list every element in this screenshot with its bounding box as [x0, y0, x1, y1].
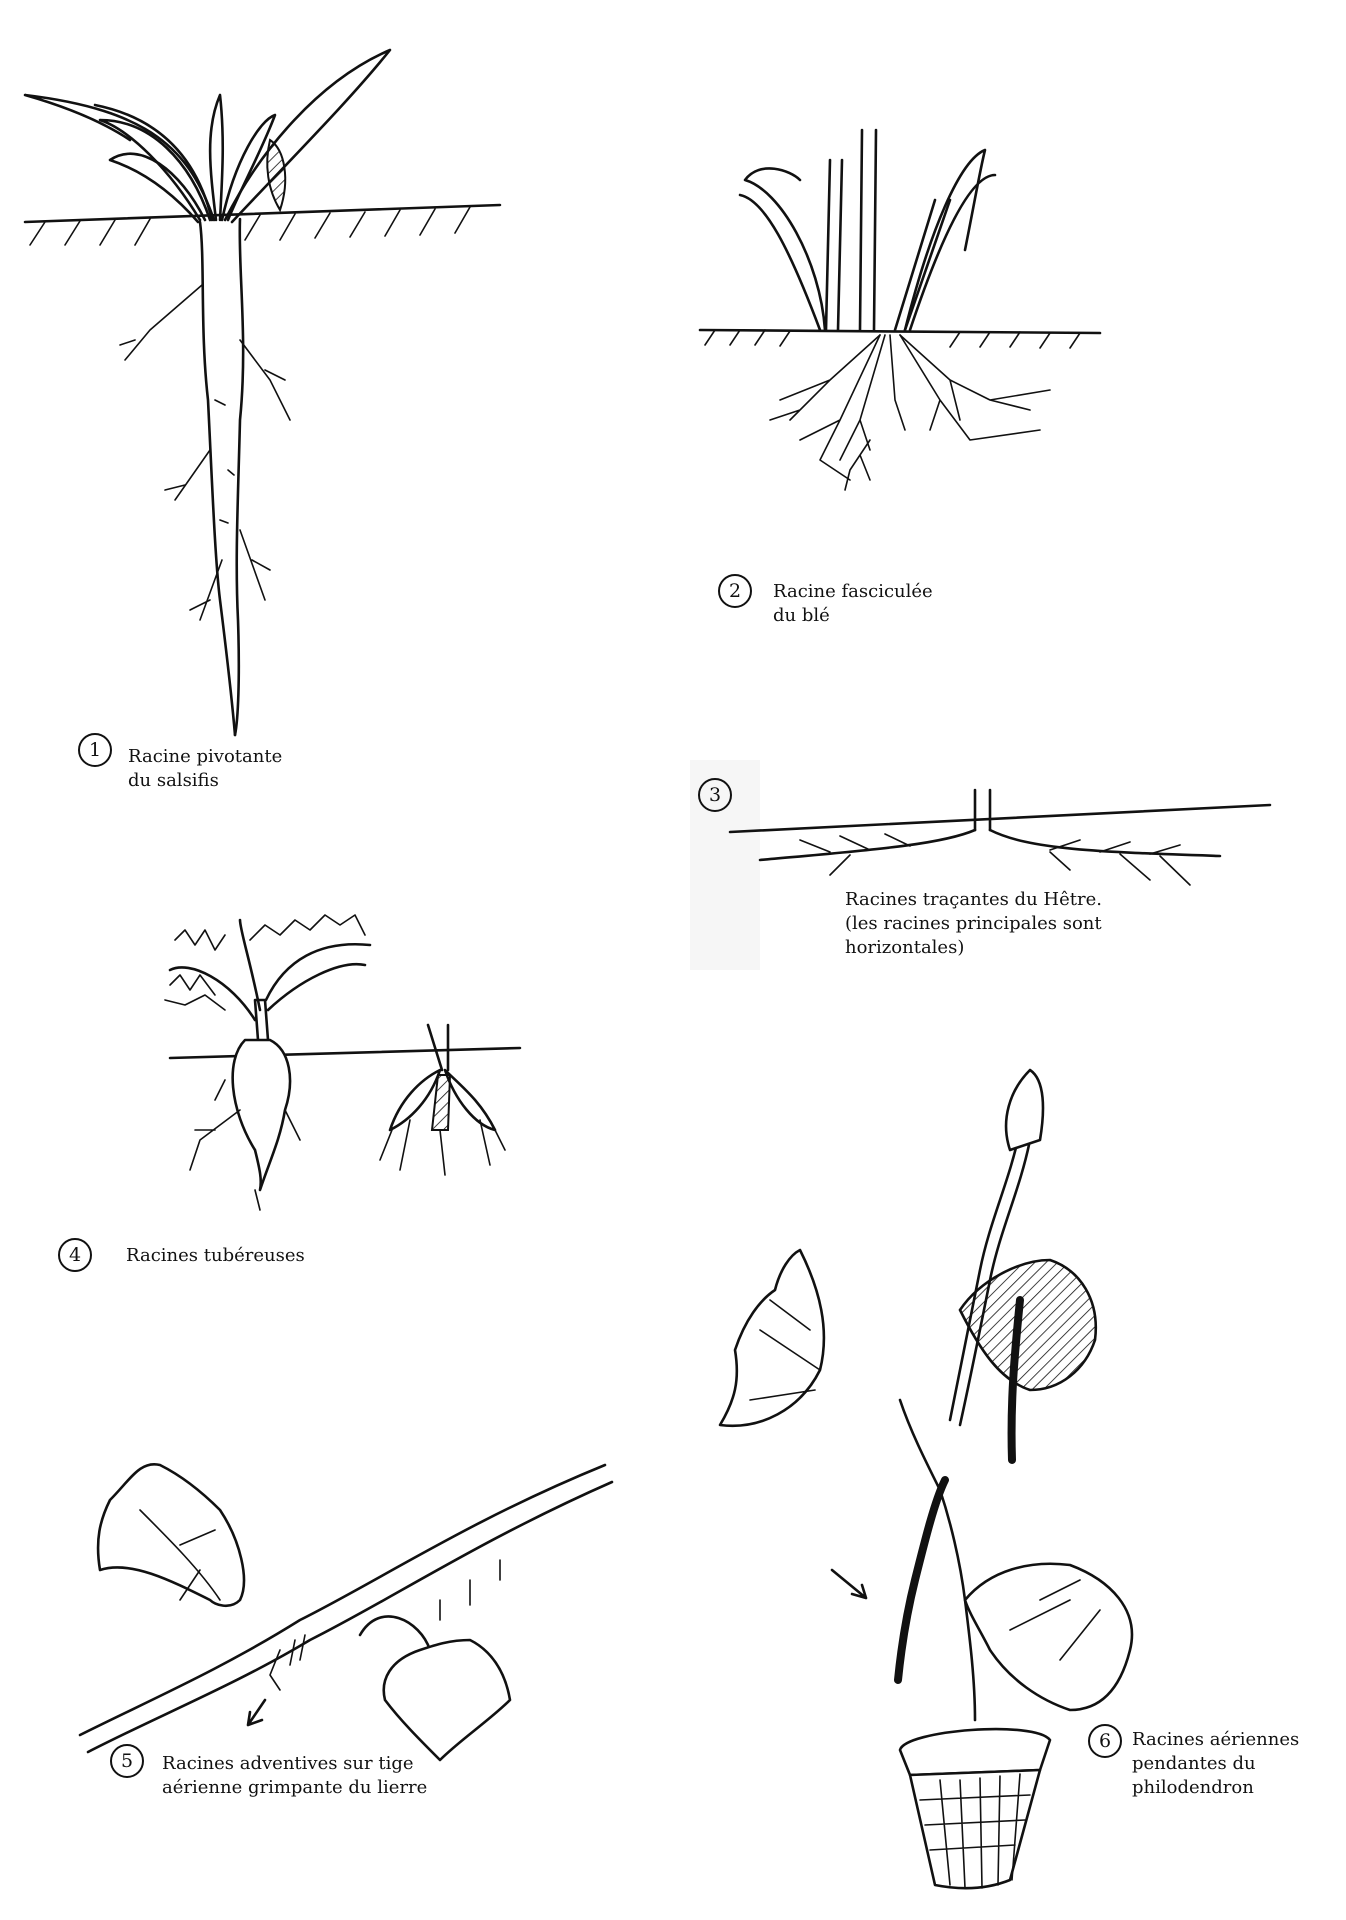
- soil-line-1: [25, 205, 500, 245]
- figure-1-caption-line-2: du salsifis: [128, 770, 219, 791]
- figure-3-caption-line-1: Racines traçantes du Hêtre.: [845, 889, 1102, 910]
- figure-3-caption-line-3: horizontales): [845, 937, 965, 958]
- soil-line-4: [170, 1048, 520, 1058]
- figure-6-caption-line-3: philodendron: [1132, 1777, 1254, 1798]
- salsify-leaves: [25, 50, 390, 222]
- figure-4-caption-line-1: Racines tubéreuses: [126, 1245, 305, 1266]
- figure-5-number: 5: [110, 1744, 144, 1778]
- salsify-taproot: [120, 219, 290, 735]
- figure-6-number: 6: [1088, 1724, 1122, 1758]
- figure-2-caption-line-1: Racine fasciculée: [773, 581, 933, 602]
- figure-4-number: 4: [58, 1238, 92, 1272]
- wheat-stems: [740, 130, 995, 330]
- figure-5-ivy: [80, 1464, 612, 1760]
- figure-3-number: 3: [698, 778, 732, 812]
- figure-6-caption: [1132, 1728, 1299, 1800]
- dahlia-leaves: [165, 915, 370, 1040]
- figure-1-caption-line-1: Racine pivotante: [128, 746, 283, 767]
- figure-5-caption-line-1: Racines adventives sur tige: [162, 1753, 414, 1774]
- figure-1-number: 1: [78, 733, 112, 767]
- beet-tubers: [380, 1025, 505, 1175]
- wheat-fibrous-roots: [770, 335, 1050, 490]
- figure-5-caption: [162, 1752, 427, 1800]
- figure-4-tuberous: [165, 915, 520, 1210]
- figure-6-caption-line-1: Racines aériennes: [1132, 1729, 1300, 1750]
- soil-line-2: [700, 330, 1100, 348]
- figure-3-caption: [845, 888, 1102, 960]
- philodendron-bud: [1006, 1070, 1043, 1150]
- figure-2-wheat: [700, 130, 1100, 490]
- figure-6-caption-line-2: pendantes du: [1132, 1753, 1256, 1774]
- figure-2-caption: [773, 580, 933, 628]
- ivy-arrow: [248, 1700, 265, 1725]
- figure-1-salsify: [25, 50, 500, 735]
- ivy-leaf-left: [98, 1464, 244, 1606]
- ivy-leaf-right: [384, 1640, 510, 1760]
- figure-5-caption-line-2: aérienne grimpante du lierre: [162, 1777, 428, 1798]
- philodendron-leaf-bottom: [965, 1564, 1132, 1710]
- figure-3-caption-line-2: (les racines principales sont: [845, 913, 1102, 934]
- figure-6-philodendron: [720, 1070, 1132, 1888]
- dahlia-tuber: [190, 1040, 300, 1210]
- flower-pot: [900, 1729, 1050, 1888]
- figure-4-caption: [126, 1244, 305, 1268]
- figure-2-number: 2: [718, 574, 752, 608]
- figure-2-caption-line-2: du blé: [773, 605, 830, 626]
- philodendron-arrow: [832, 1570, 866, 1598]
- figure-1-caption: [128, 745, 282, 793]
